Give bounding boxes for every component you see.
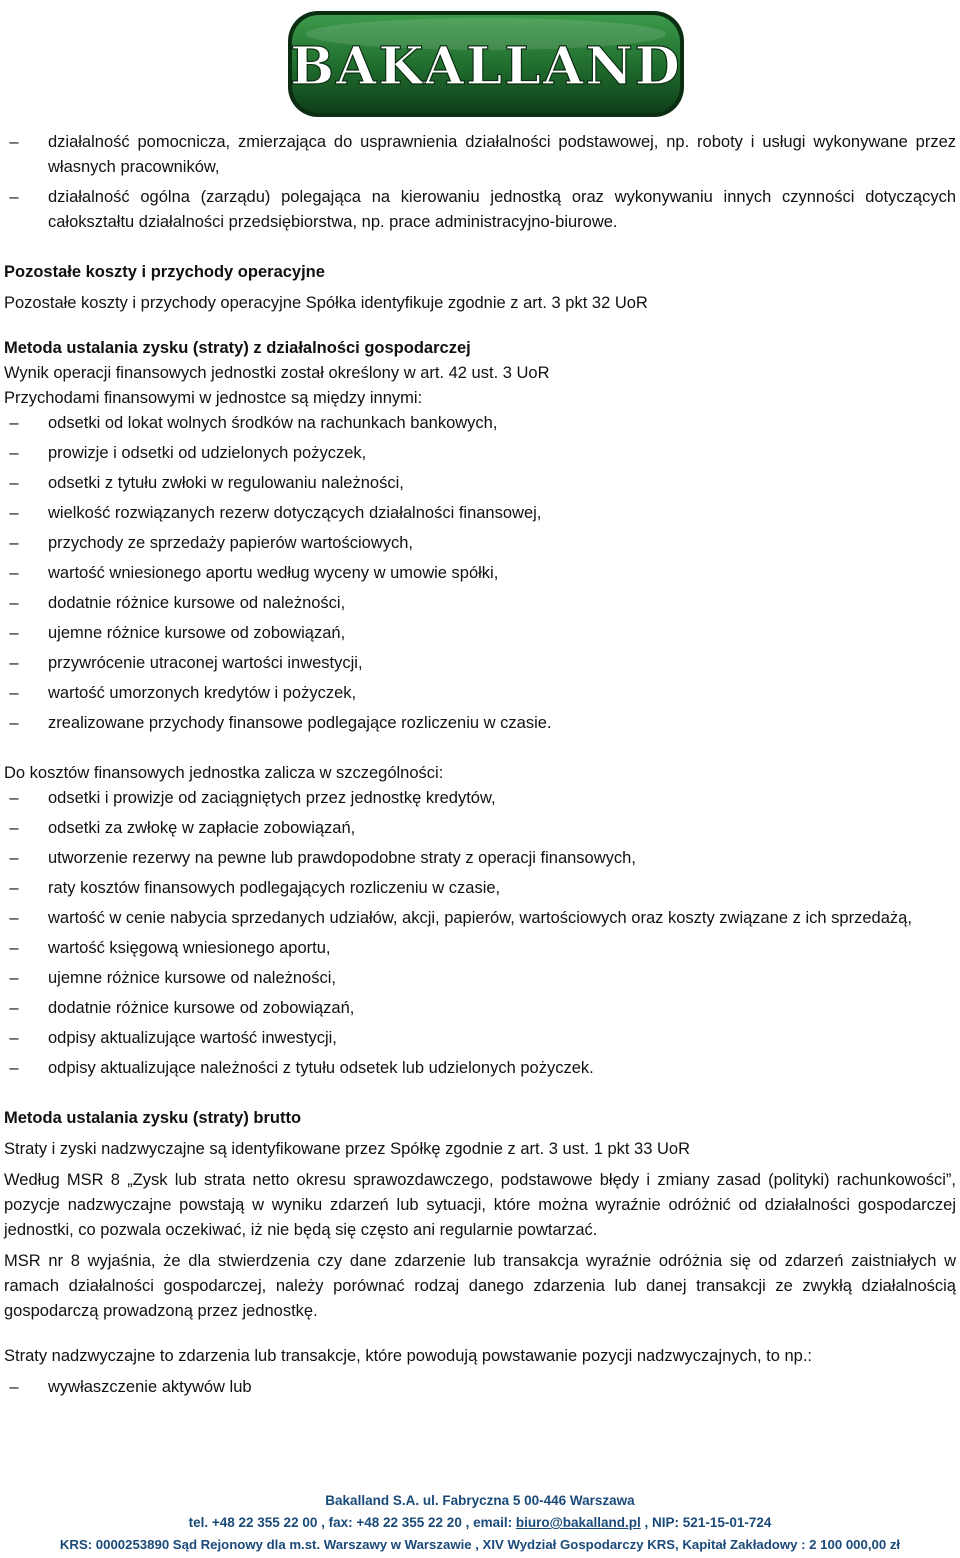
list-item: – zrealizowane przychody finansowe podlegające rozliczeniu w czasie. [4,711,956,736]
list-item: – odsetki z tytułu zwłoki w regulowaniu należności, [4,471,956,496]
dash-bullet: – [9,1059,19,1077]
dash-bullet: – [9,133,19,151]
brutto-paragraph-2: Według MSR 8 „Zysk lub strata netto okresu sprawozdawczego, podstawowe błędy i zmiany zasad (polityki) rachunkowości”, pozycje nadzwyczajne powstają w wyniku zdarzeń lub sytuacji, które można wyraźnie odróżnić od działalności gospodarczej jednostki, co pozwala oczekiwać, iż nie będą się często ani regularnie powtarzać. [4,1171,956,1239]
brutto-paragraph-4: Straty nadzwyczajne to zdarzenia lub transakcje, które powodują powstawanie pozycji nadzwyczajnych, to np.: [4,1347,813,1365]
dash-bullet: – [9,1378,19,1396]
dash-bullet: – [9,909,19,927]
dash-bullet: – [9,444,19,462]
dash-bullet: – [9,849,19,867]
list-item: – wartość wniesionego aportu według wyceny w umowie spółki, [4,561,956,586]
dash-bullet: – [9,819,19,837]
dash-bullet: – [9,534,19,552]
section-heading-method: Metoda ustalania zysku (straty) z działalności gospodarczej [4,339,471,357]
list-item: – przywrócenie utraconej wartości inwestycji, [4,651,956,676]
dash-bullet: – [9,504,19,522]
intro-list [4,130,956,235]
dash-bullet: – [9,789,19,807]
list-item: – wartość księgową wniesionego aportu, [4,936,956,961]
list-item: – działalność pomocnicza, zmierzająca do usprawnienia działalności podstawowej, np. roboty i usługi wykonywane przez własnych pracowników, [4,130,956,180]
section-heading-other: Pozostałe koszty i przychody operacyjne [4,263,325,281]
footer-email-link[interactable]: biuro@bakalland.pl [515,1515,641,1530]
section-heading-brutto: Metoda ustalania zysku (straty) brutto [4,1109,302,1127]
dash-bullet: – [9,939,19,957]
income-list [4,411,956,736]
dash-bullet: – [9,879,19,897]
footer-address: Bakalland S.A. ul. Fabryczna 5 00-446 Warszawa [325,1493,635,1508]
list-item: – wartość umorzonych kredytów i pożyczek, [4,681,956,706]
list-item: – dodatnie różnice kursowe od należności, [4,591,956,616]
footer-registry: KRS: 0000253890 Sąd Rejonowy dla m.st. Warszawy w Warszawie , XIV Wydział Gospodarczy KRS, Kapitał Zakładowy : 2 100 000,00 zł [59,1537,901,1552]
list-item: – odsetki za zwłokę w zapłacie zobowiązań, [4,816,956,841]
dash-bullet: – [9,594,19,612]
extraordinary-list [4,1375,956,1400]
dash-bullet: – [9,414,19,432]
footer-contact: tel. +48 22 355 22 00 , fax: +48 22 355 22 20 , email: biuro@bakalland.pl , NIP: 521-15-01-724 [188,1515,772,1530]
list-item: – utworzenie rezerwy na pewne lub prawdopodobne straty z operacji finansowych, [4,846,956,871]
dash-bullet: – [9,969,19,987]
list-item: – działalność ogólna (zarządu) polegająca na kierowaniu jednostką oraz wykonywaniu innych czynności dotyczących całokształtu działalności przedsiębiorstwa, np. prace administracyjno-biurowe. [4,185,956,235]
dash-bullet: – [9,999,19,1017]
dash-bullet: – [9,564,19,582]
brutto-paragraph-3: MSR nr 8 wyjaśnia, że dla stwierdzenia czy dane zdarzenie lub transakcja wyraźnie odróżnia się od zdarzeń zaistniałych w ramach działalności gospodarczej, należy porównać rodzaj danego zdarzenia lub danej transakcji ze zwykłą działalnością gospodarczą prowadzoną przez jednostkę. [4,1252,956,1320]
dash-bullet: – [9,654,19,672]
dash-bullet: – [9,474,19,492]
dash-bullet: – [9,624,19,642]
dash-bullet: – [9,188,19,206]
list-item: – prowizje i odsetki od udzielonych pożyczek, [4,441,956,466]
list-item: – ujemne różnice kursowe od zobowiązań, [4,621,956,646]
method-line1: Wynik operacji finansowych jednostki został określony w art. 42 ust. 3 UoR [4,364,550,382]
bakalland-logo [285,8,687,120]
list-item: – ujemne różnice kursowe od należności, [4,966,956,991]
list-item: – wartość w cenie nabycia sprzedanych udziałów, akcji, papierów, wartościowych oraz koszty związane z ich sprzedażą, [4,906,956,931]
list-item: – przychody ze sprzedaży papierów wartościowych, [4,531,956,556]
dash-bullet: – [9,714,19,732]
page-footer [0,1490,960,1556]
cost-list [4,786,956,1081]
brutto-paragraph-1: Straty i zyski nadzwyczajne są identyfikowane przez Spółkę zgodnie z art. 3 ust. 1 pkt 33 UoR [4,1140,690,1158]
list-item: – odsetki od lokat wolnych środków na rachunkach bankowych, [4,411,956,436]
dash-bullet: – [9,1029,19,1047]
list-item: – wielkość rozwiązanych rezerw dotyczących działalności finansowej, [4,501,956,526]
list-item: – dodatnie różnice kursowe od zobowiązań, [4,996,956,1021]
method-line2: Przychodami finansowymi w jednostce są między innymi: [4,389,423,407]
logo-badge [285,8,687,120]
dash-bullet: – [9,684,19,702]
list-item: – wywłaszczenie aktywów lub [4,1375,956,1400]
list-item: – odpisy aktualizujące należności z tytułu odsetek lub udzielonych pożyczek. [4,1056,956,1081]
list-item: – raty kosztów finansowych podlegających rozliczeniu w czasie, [4,876,956,901]
document-body [4,130,956,1405]
section-text-other: Pozostałe koszty i przychody operacyjne Spółka identyfikuje zgodnie z art. 3 pkt 32 UoR [4,294,648,312]
costs-intro: Do kosztów finansowych jednostka zalicza w szczególności: [4,764,444,782]
list-item: – odpisy aktualizujące wartość inwestycji, [4,1026,956,1051]
logo-text: BAKALLAND [290,36,682,97]
list-item: – odsetki i prowizje od zaciągniętych przez jednostkę kredytów, [4,786,956,811]
